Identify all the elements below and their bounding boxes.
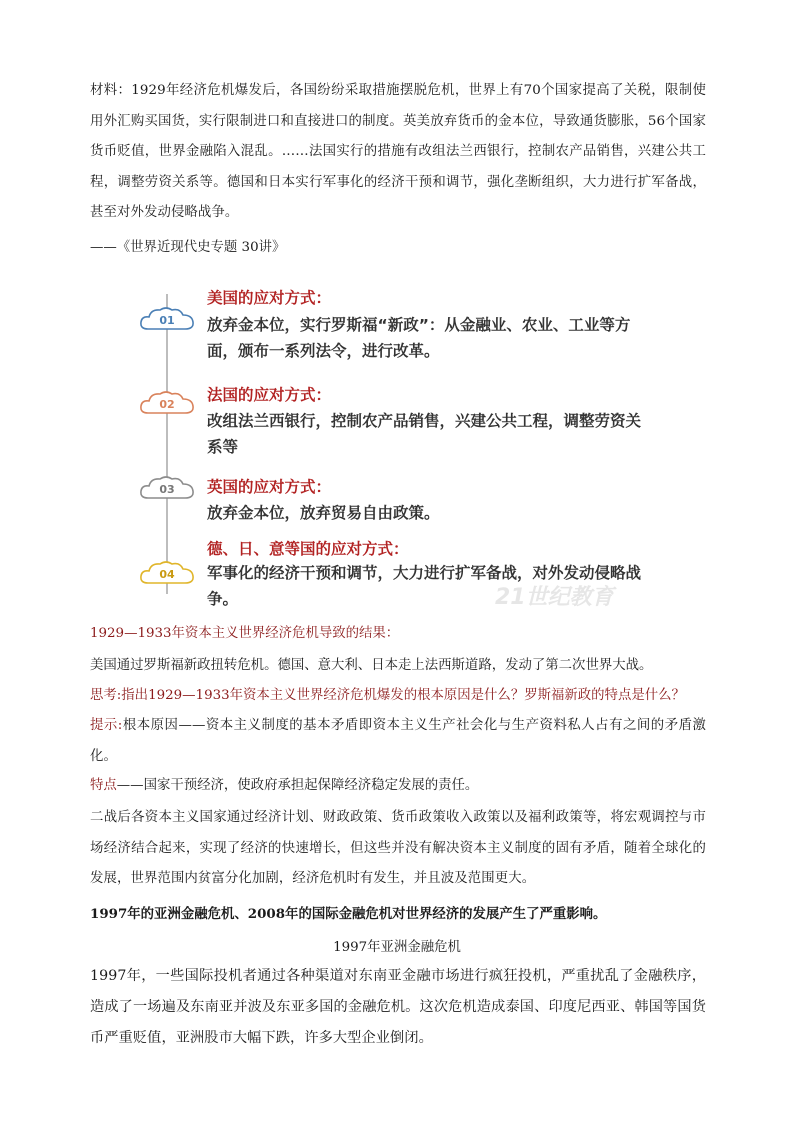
step-02-cloud-icon: 02 (138, 389, 196, 419)
material-source: ——《世界近现代史专题 30讲》 (90, 240, 286, 255)
uk-response-title: 英国的应对方式： (207, 478, 332, 496)
result-heading: 1929—1933年资本主义世界经济危机导致的结果： (90, 626, 400, 641)
us-response-title: 美国的应对方式： (207, 289, 332, 307)
germany-japan-italy-response-desc: 军事化的经济干预和调节，大力进行扩军备战，对外发动侵略战争。 (207, 564, 642, 608)
result-text: 美国通过罗斯福新政扭转危机。德国、意大利、日本走上法西斯道路，发动了第二次世界大战。 (90, 658, 653, 673)
asia-crisis-title: 1997年亚洲金融危机 (333, 940, 461, 955)
feature-label: 特点 (90, 778, 117, 793)
asia-crisis-paragraph: 1997年，一些国际投机者通过各种渠道对东南亚金融市场进行疯狂投机，严重扰乱了金融秩序，造成了一场遍及东南亚并波及东亚多国的金融危机。这次危机造成泰国、印度尼西亚、韩国等国货币严重贬值，亚洲股市大幅下跌，许多大型企业倒闭。 (90, 968, 706, 1046)
watermark: 21世纪教育 (495, 585, 614, 610)
france-response-desc: 改组法兰西银行，控制农产品销售，兴建公共工程，调整劳资关系等 (207, 412, 642, 456)
question-label: 思考: (90, 688, 122, 703)
bold-summary-line: 1997年的亚洲金融危机、2008年的国际金融危机对世界经济的发展产生了严重影响。 (90, 906, 607, 922)
hint-text: 根本原因——资本主义制度的基本矛盾即资本主义生产社会化与生产资料私人占有之间的矛盾激化。 (90, 718, 706, 764)
us-response-desc: 放弃金本位，实行罗斯福“新政”：从金融业、农业、工业等方面，颁布一系列法令，进行改革。 (207, 316, 631, 360)
step-01-cloud-icon: 01 (138, 305, 196, 335)
question-text: 指出1929—1933年资本主义世界经济危机爆发的根本原因是什么？罗斯福新政的特点是什么？ (121, 688, 685, 703)
postwar-paragraph: 二战后各资本主义国家通过经济计划、财政政策、货币政策收入政策以及福利政策等，将宏观调控与市场经济结合起来，实现了经济的快速增长，但这些并没有解决资本主义制度的固有矛盾，随着全球化的发展，世界范围内贫富分化加剧，经济危机时有发生，并且波及范围更大。 (90, 810, 706, 887)
response-infographic (130, 280, 650, 610)
germany-japan-italy-response-title: 德、日、意等国的应对方式： (207, 540, 409, 558)
step-04-cloud-icon: 04 (138, 559, 196, 589)
material-paragraph: 材料：1929年经济危机爆发后，各国纷纷采取措施摆脱危机，世界上有70个国家提高了关税，限制使用外汇购买国货，实行限制进口和直接进口的制度。英美放弃货币的金本位，导致通货膨胀，56个国家货币贬值，世界金融陷入混乱。……法国实行的措施有改组法兰西银行，控制农产品销售，兴建公共工程，调整劳资关系等。德国和日本实行军事化的经济干预和调节，强化垄断组织，大力进行扩军备战，甚至对外发动侵略战争。 (90, 83, 706, 221)
uk-response-desc: 放弃金本位，放弃贸易自由政策。 (207, 504, 440, 522)
feature-line (90, 776, 478, 796)
hint-paragraph (90, 711, 706, 772)
timeline-line (166, 294, 168, 594)
feature-text: ——国家干预经济，使政府承担起保障经济稳定发展的责任。 (116, 778, 479, 793)
step-03-cloud-icon: 03 (138, 474, 196, 504)
question-line (90, 686, 685, 706)
france-response-title: 法国的应对方式： (207, 386, 332, 404)
hint-label: 提示: (90, 718, 123, 733)
